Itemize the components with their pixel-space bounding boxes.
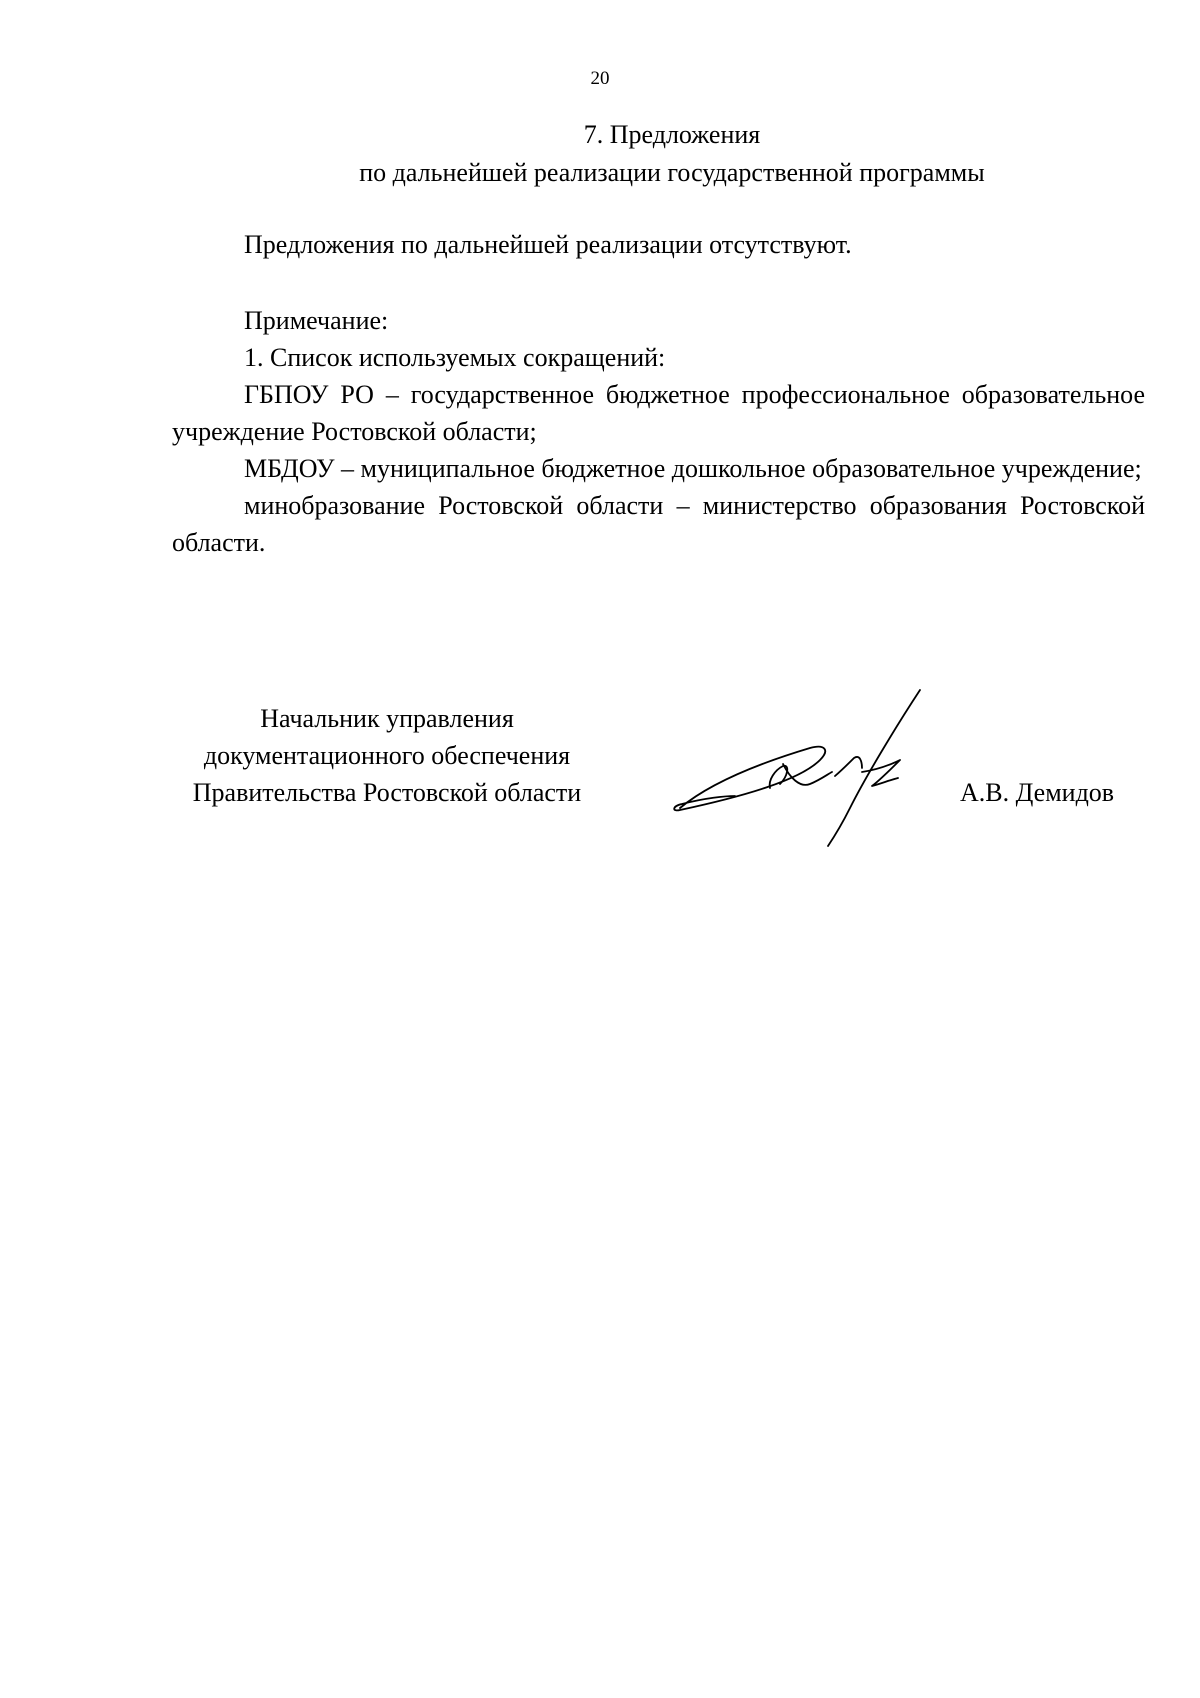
handwritten-signature <box>650 688 940 848</box>
abbreviation-item-minobrazovanie: минобразование Ростовской области – министерство образования Ростовской области. <box>172 491 1145 557</box>
position-line-1: Начальник управления <box>260 704 514 733</box>
abbreviation-item-mbdou: МБДОУ – муниципальное бюджетное дошкольное образовательное учреждение; <box>244 454 1142 483</box>
absence-statement: Предложения по дальнейшей реализации отсутствуют. <box>244 230 852 259</box>
position-line-3: Правительства Ростовской области <box>192 778 582 807</box>
section-title-line-2: по дальнейшей реализации государственной программы <box>359 158 985 187</box>
signatory-position <box>172 700 602 811</box>
signer-name: А.В. Демидов <box>960 778 1115 807</box>
notes-section <box>172 302 1145 561</box>
abbreviations-heading: 1. Список используемых сокращений: <box>244 343 666 372</box>
abbreviation-item-gbpou: ГБПОУ РО – государственное бюджетное профессиональное образовательное учреждение Ростовской области; <box>172 380 1145 446</box>
position-line-2: документационного обеспечения <box>203 741 571 770</box>
note-label: Примечание: <box>244 306 389 335</box>
page-number: 20 <box>590 68 610 89</box>
section-title-line-1: 7. Предложения <box>583 120 761 149</box>
section-heading <box>172 116 1172 192</box>
